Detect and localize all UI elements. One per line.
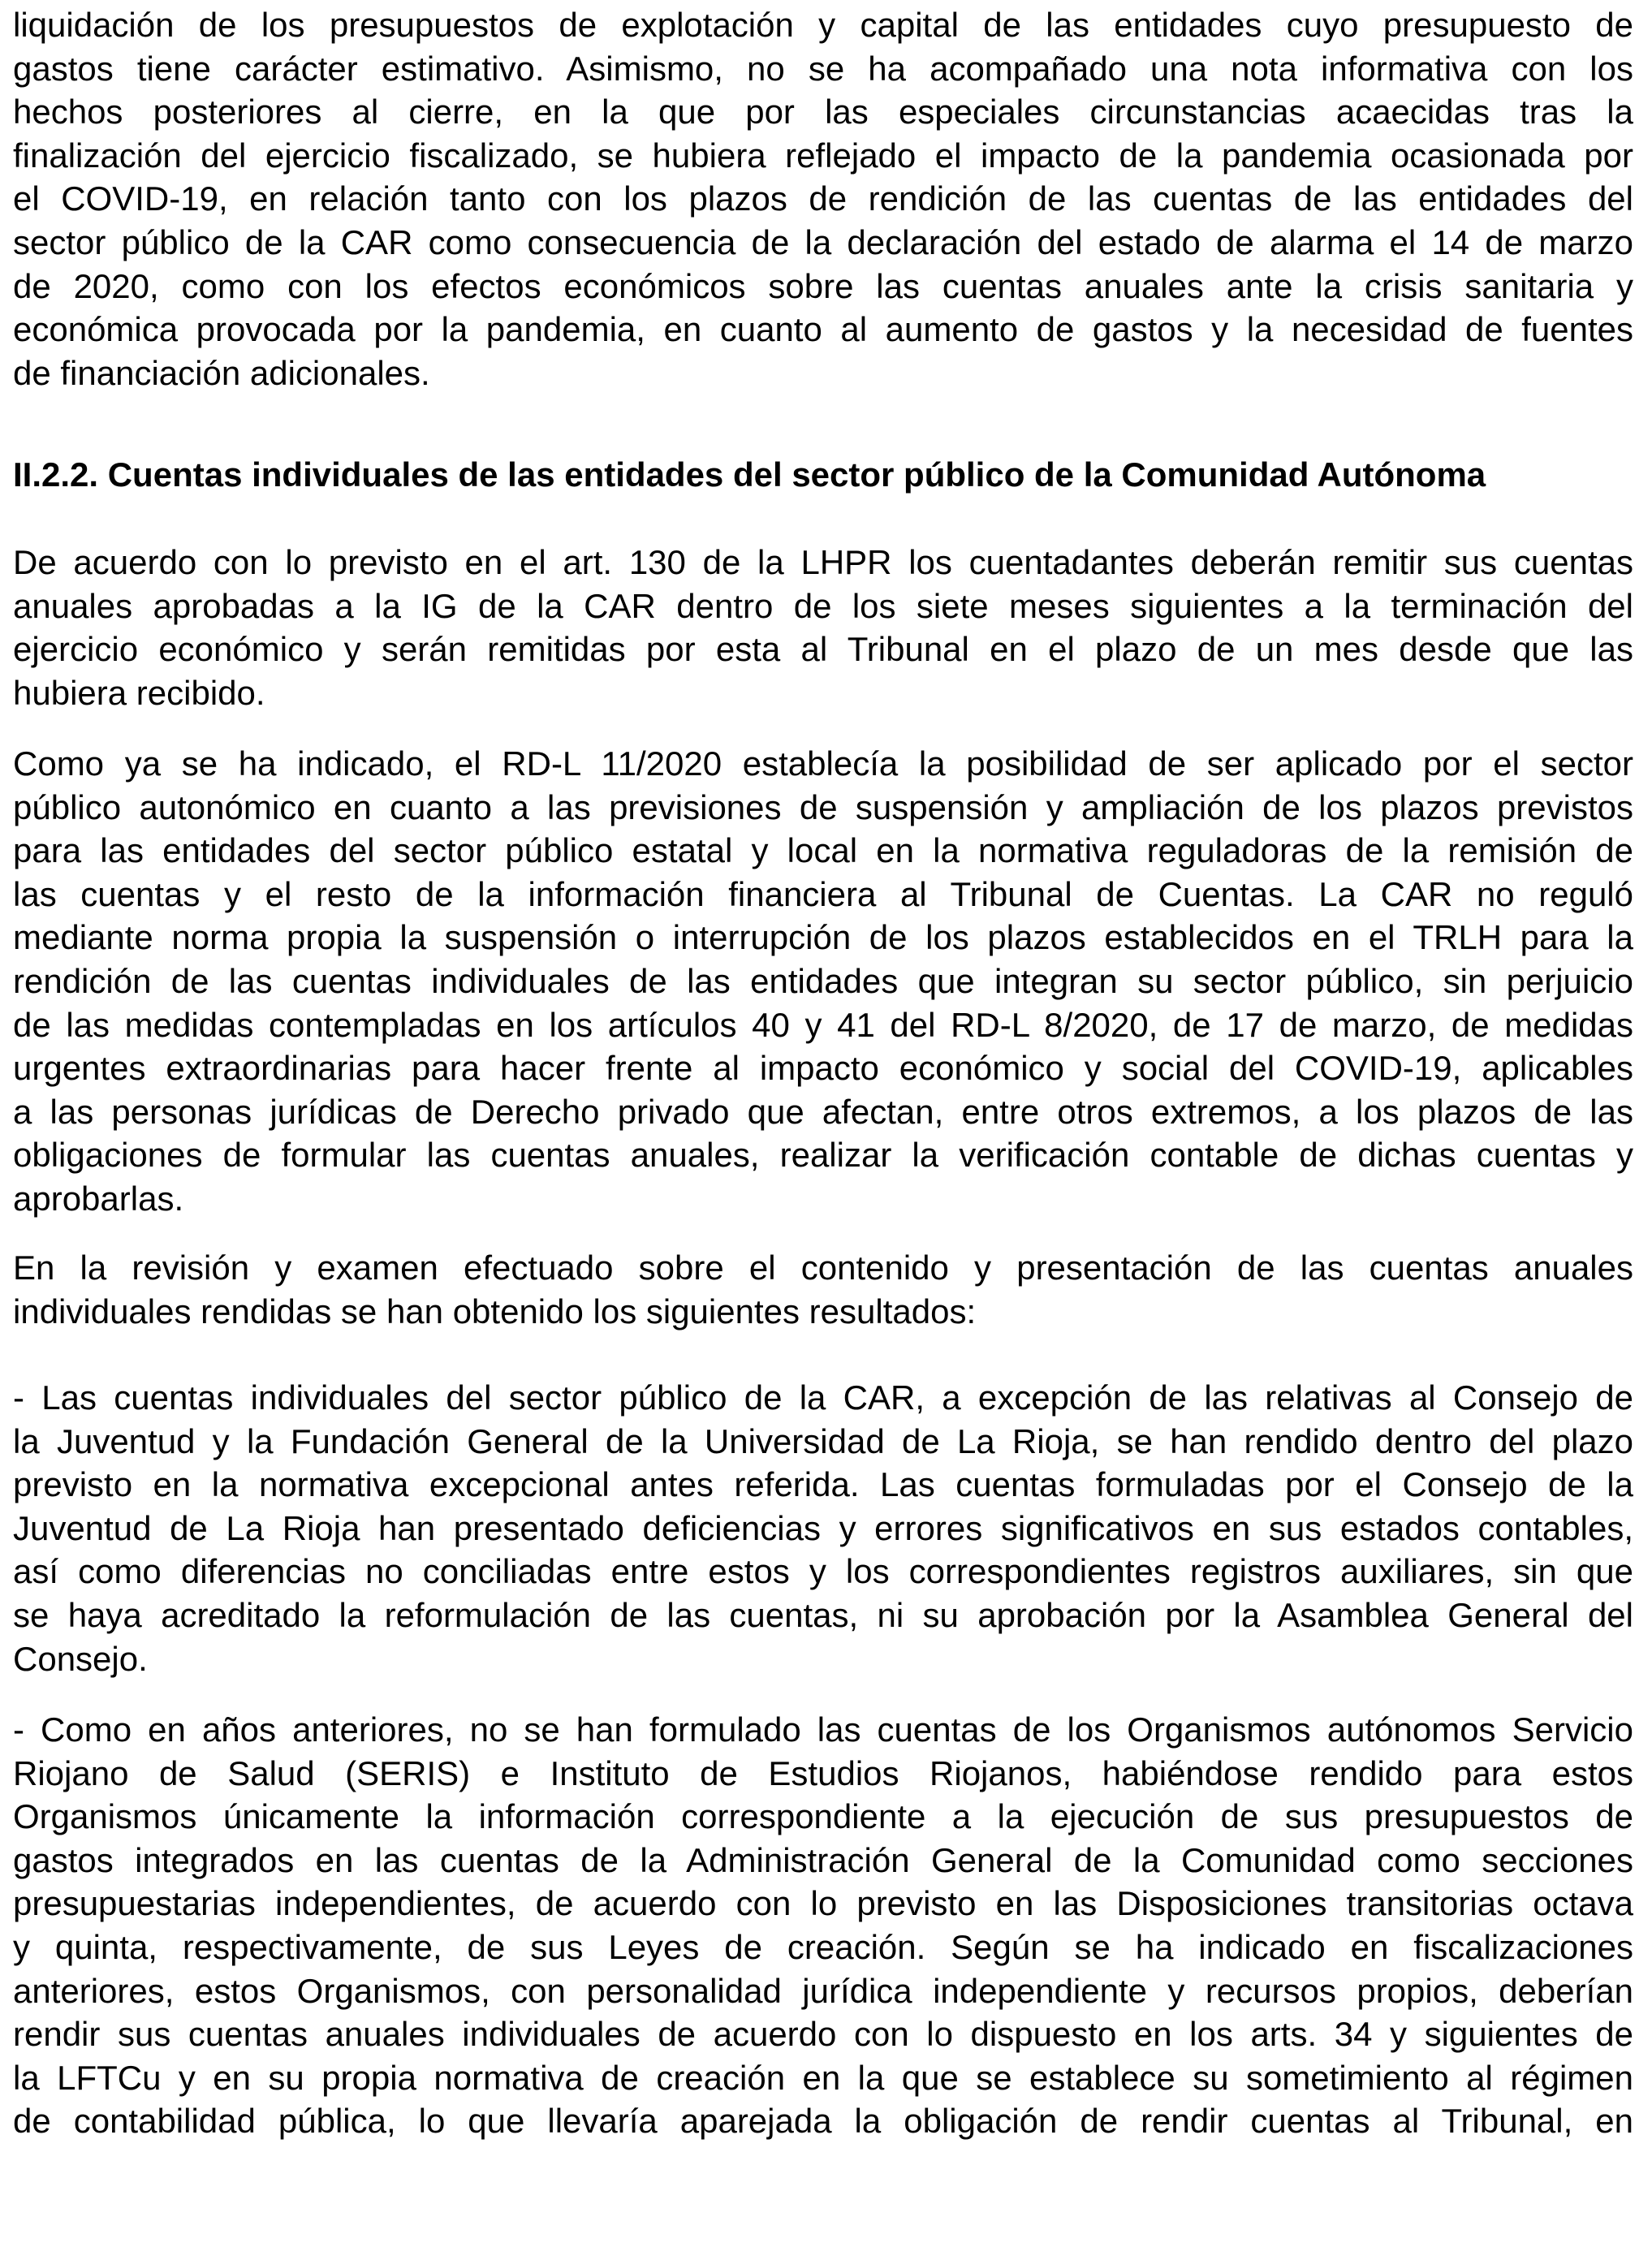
text-line: presupuestarias independientes, de acuerdo con lo previsto en las Disposiciones transitorias octava [13, 1884, 1633, 1923]
paragraph-art-130-lhpr [13, 541, 1633, 714]
text-line: finalización del ejercicio fiscalizado, se hubiera reflejado el impacto de la pandemia ocasionada por [13, 136, 1633, 175]
text-line: De acuerdo con lo previsto en el art. 130 de la LHPR los cuentadantes deberán remitir sus cuentas [13, 543, 1633, 581]
text-line: se haya acreditado la reformulación de las cuentas, ni su aprobación por la Asamblea General del [13, 1595, 1633, 1634]
text-line: urgentes extraordinarias para hacer frente al impacto económico y social del COVID-19, aplicables [13, 1049, 1633, 1088]
text-line: Organismos únicamente la información correspondiente a la ejecución de sus presupuestos de [13, 1797, 1633, 1836]
text-line: anuales aprobadas a la IG de la CAR dentro de los siete meses siguientes a la terminación del [13, 586, 1633, 625]
text-line: la LFTCu y en su propia normativa de creación en la que se establece su sometimiento al régimen [13, 2058, 1633, 2097]
text-line: ejercicio económico y serán remitidas por esta al Tribunal en el plazo de un mes desde que las [13, 630, 1633, 669]
heading-line: II.2.2. Cuentas individuales de las entidades del sector público de la Comunidad Autónoma [13, 455, 1486, 494]
text-line: - Las cuentas individuales del sector público de la CAR, a excepción de las relativas al Consejo de [13, 1378, 1633, 1417]
text-line: individuales rendidas se han obtenido los siguientes resultados: [13, 1292, 977, 1331]
text-line: de las medidas contempladas en los artículos 40 y 41 del RD-L 8/2020, de 17 de marzo, de medidas [13, 1005, 1633, 1044]
text-line: anteriores, estos Organismos, con personalidad jurídica independiente y recursos propios, deberían [13, 1971, 1633, 2010]
text-line: la Juventud y la Fundación General de la Universidad de La Rioja, se han rendido dentro del plazo [13, 1421, 1633, 1460]
text-line: rendir sus cuentas anuales individuales de acuerdo con lo dispuesto en los arts. 34 y siguientes de [13, 2015, 1633, 2054]
text-line: En la revisión y examen efectuado sobre el contenido y presentación de las cuentas anuales [13, 1249, 1633, 1287]
text-line: hubiera recibido. [13, 673, 265, 712]
text-line: de 2020, como con los efectos económicos sobre las cuentas anuales ante la crisis sanitaria y [13, 266, 1633, 305]
text-line: Riojano de Salud (SERIS) e Instituto de Estudios Riojanos, habiéndose rendido para estos [13, 1753, 1633, 1792]
section-heading-cuentas-individuales [13, 453, 1633, 497]
text-line: liquidación de los presupuestos de explotación y capital de las entidades cuyo presupuesto de [13, 6, 1633, 44]
paragraph-organismos-autonomos [13, 1708, 1633, 2143]
paragraph-presupuestos [13, 3, 1633, 395]
text-line: gastos tiene carácter estimativo. Asimismo, no se ha acompañado una nota informativa con los [13, 49, 1633, 88]
text-line: económica provocada por la pandemia, en cuanto al aumento de gastos y la necesidad de fuentes [13, 310, 1633, 349]
text-line: rendición de las cuentas individuales de las entidades que integran su sector público, sin perjuicio [13, 961, 1633, 1000]
text-line: Consejo. [13, 1639, 148, 1678]
text-line: obligaciones de formular las cuentas anuales, realizar la verificación contable de dichas cuentas y [13, 1136, 1633, 1175]
text-line: de financiación adicionales. [13, 353, 430, 392]
paragraph-rdl-11-2020 [13, 742, 1633, 1221]
text-line: - Como en años anteriores, no se han formulado las cuentas de los Organismos autónomos Servicio [13, 1710, 1633, 1749]
text-line: mediante norma propia la suspensión o interrupción de los plazos establecidos en el TRLH para la [13, 918, 1633, 957]
text-line: aprobarlas. [13, 1179, 184, 1218]
text-line: gastos integrados en las cuentas de la Administración General de la Comunidad como secciones [13, 1840, 1633, 1879]
text-line: hechos posteriores al cierre, en la que por las especiales circunstancias acaecidas tras la [13, 93, 1633, 132]
text-line: público autonómico en cuanto a las previsiones de suspensión y ampliación de los plazos previstos [13, 787, 1633, 826]
paragraph-consejo-juventud [13, 1376, 1633, 1680]
text-line: para las entidades del sector público estatal y local en la normativa reguladoras de la remisión de [13, 831, 1633, 870]
text-line: las cuentas y el resto de la información financiera al Tribunal de Cuentas. La CAR no reguló [13, 874, 1633, 913]
text-line: de contabilidad pública, lo que llevaría aparejada la obligación de rendir cuentas al Tribunal, en [13, 2102, 1633, 2141]
text-line: sector público de la CAR como consecuencia de la declaración del estado de alarma el 14 de marzo [13, 222, 1633, 261]
text-line: Juventud de La Rioja han presentado deficiencias y errores significativos en sus estados contables, [13, 1508, 1633, 1547]
text-line: así como diferencias no conciliadas entre estos y los correspondientes registros auxiliares, sin que [13, 1552, 1633, 1591]
paragraph-resultados-intro [13, 1246, 1633, 1333]
text-line: Como ya se ha indicado, el RD-L 11/2020 establecía la posibilidad de ser aplicado por el sector [13, 744, 1633, 783]
text-line: previsto en la normativa excepcional antes referida. Las cuentas formuladas por el Consejo de la [13, 1465, 1633, 1504]
text-line: el COVID-19, en relación tanto con los plazos de rendición de las cuentas de las entidades del [13, 179, 1633, 218]
text-line: y quinta, respectivamente, de sus Leyes de creación. Según se ha indicado en fiscalizaciones [13, 1927, 1633, 1966]
text-line: a las personas jurídicas de Derecho privado que afectan, entre otros extremos, a los plazos de las [13, 1092, 1633, 1131]
